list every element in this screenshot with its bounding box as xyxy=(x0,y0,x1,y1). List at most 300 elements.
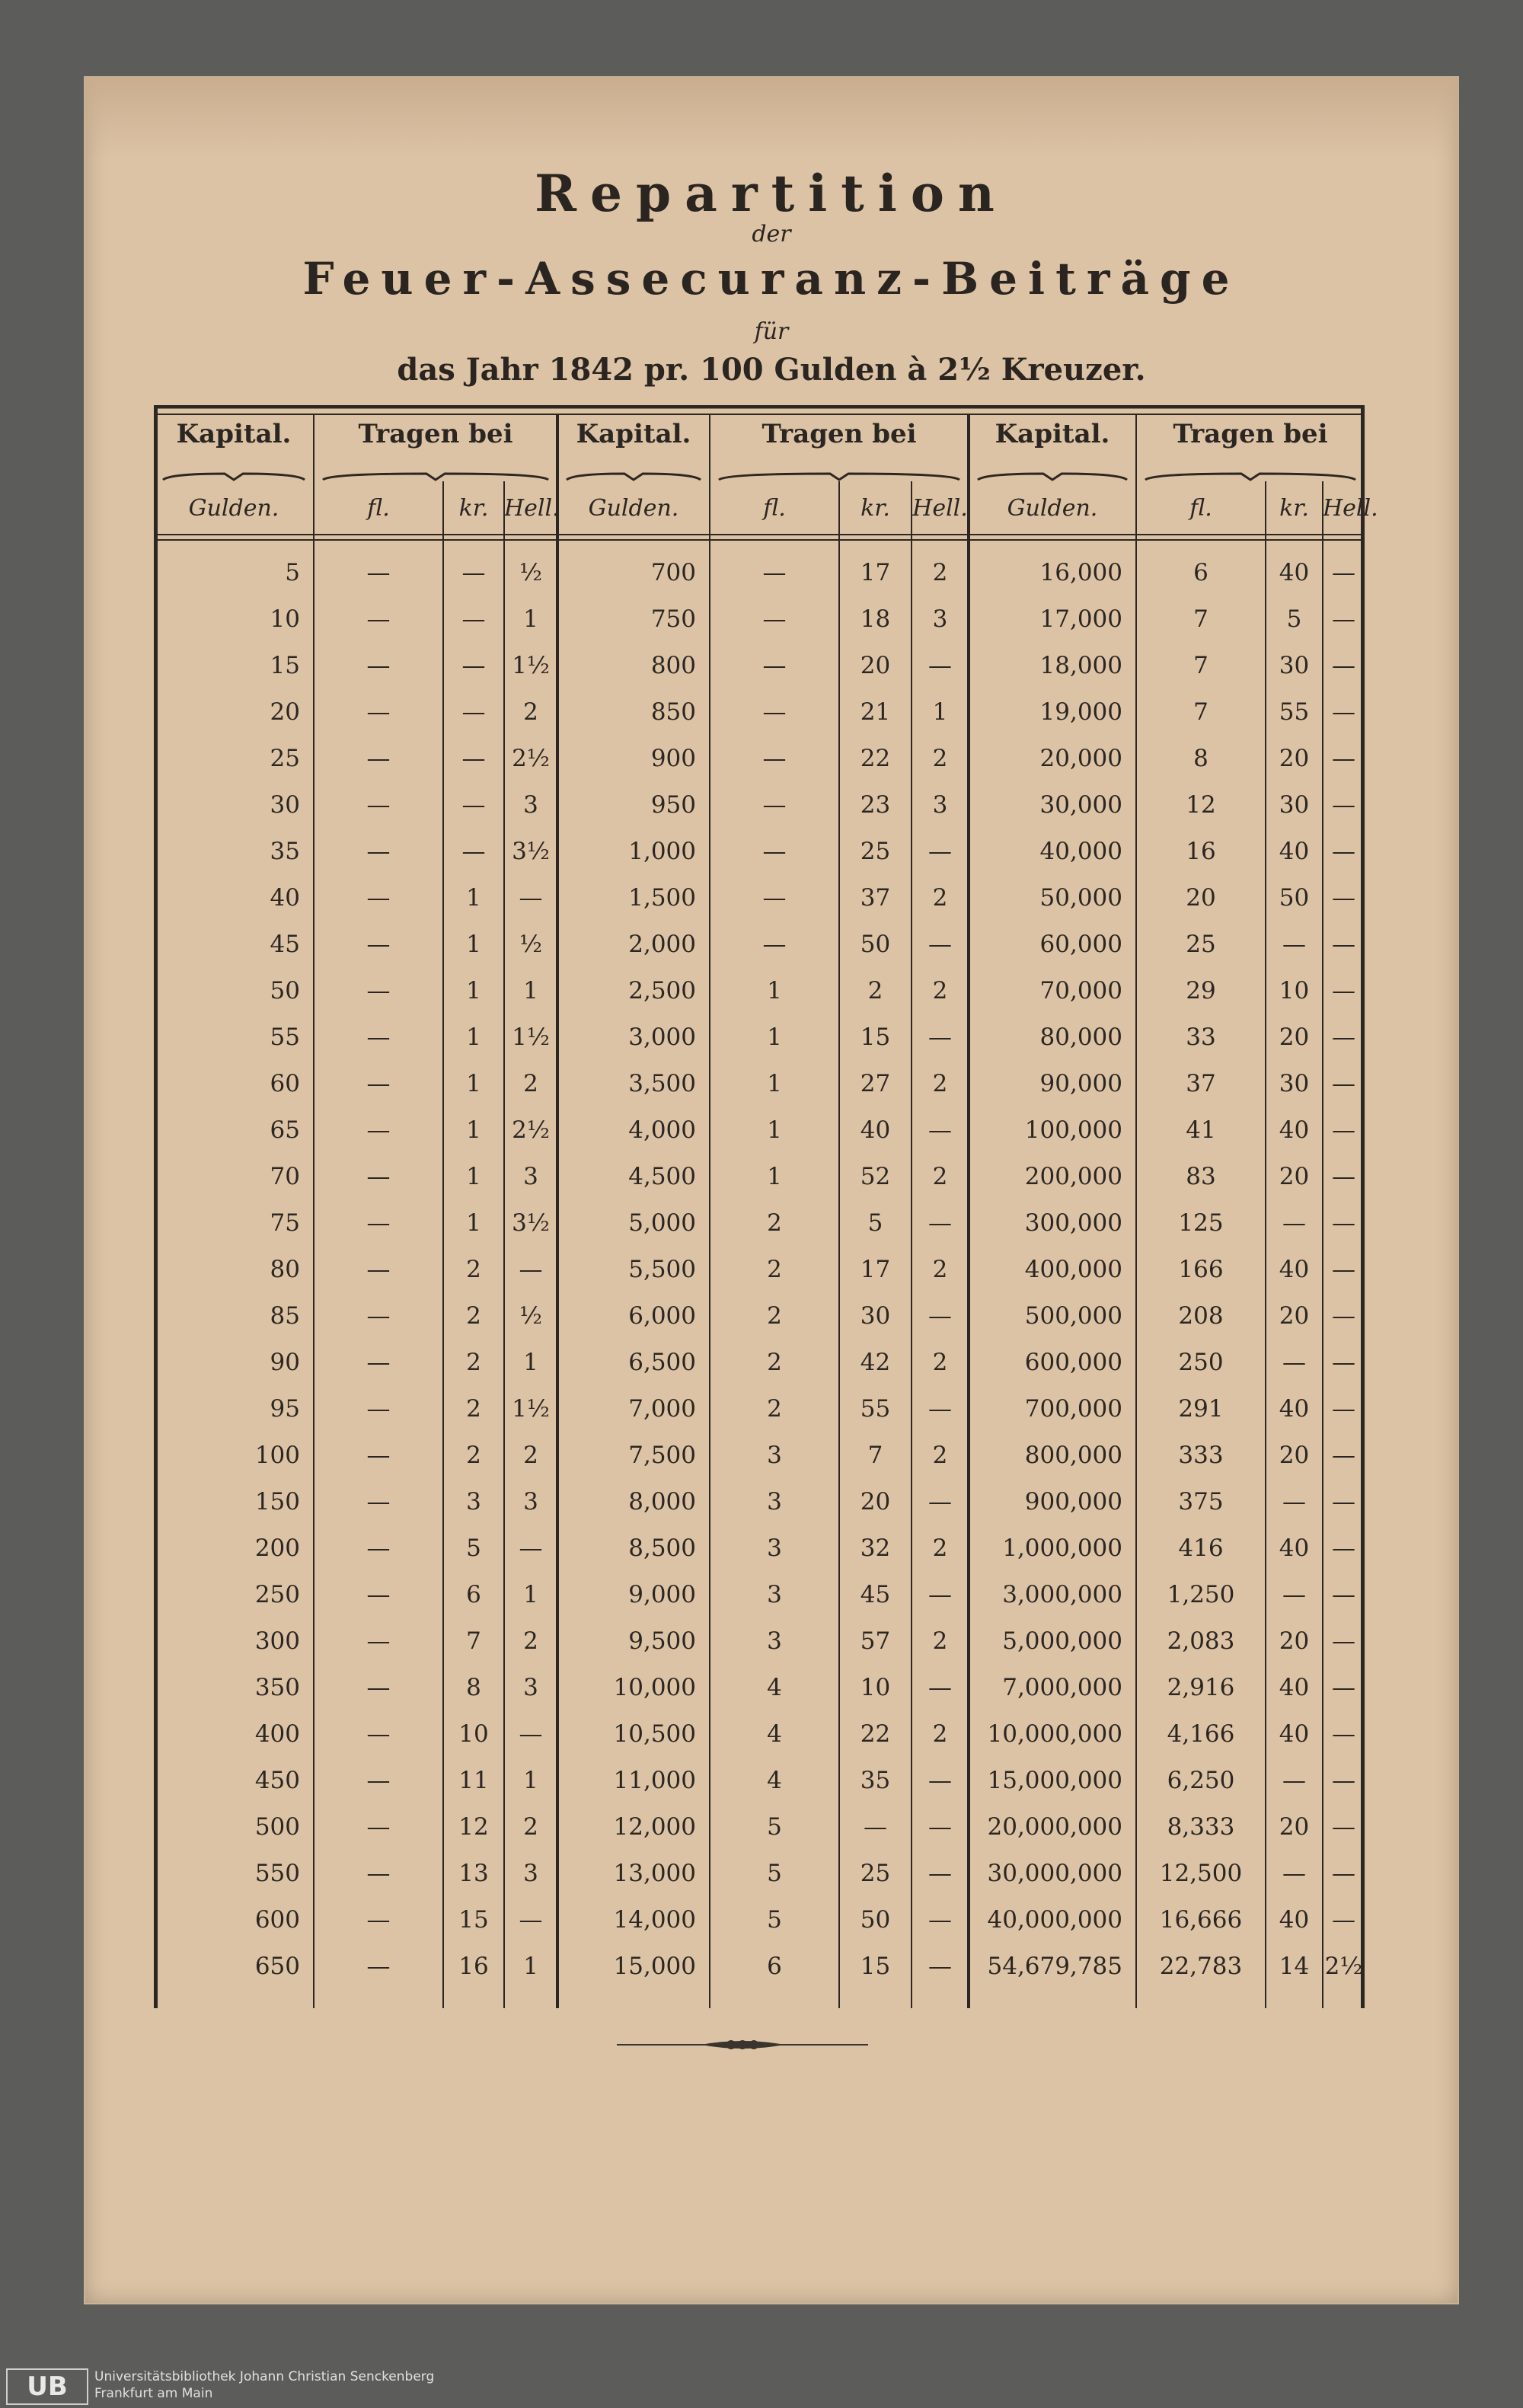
cell-fl: 1,250 xyxy=(1167,1581,1235,1608)
cell-fl: — xyxy=(762,931,787,958)
cell-hell: — xyxy=(1332,1720,1355,1748)
cell-hell: 2 xyxy=(932,1256,948,1283)
cell-fl: 2 xyxy=(767,1209,782,1237)
cell-kapital: 30,000,000 xyxy=(987,1860,1122,1887)
cell-kr: 8 xyxy=(466,1674,481,1701)
header-fl: fl. xyxy=(367,495,390,522)
cell-hell: — xyxy=(519,1535,543,1562)
cell-hell: ½ xyxy=(519,1302,543,1330)
cell-kr: — xyxy=(1282,1488,1306,1515)
cell-fl: 291 xyxy=(1178,1395,1224,1423)
cell-hell: — xyxy=(928,1209,952,1237)
cell-hell: — xyxy=(1332,1535,1355,1562)
header-brace xyxy=(978,474,1127,480)
cell-fl: 8 xyxy=(1193,745,1209,772)
cell-kapital: 60 xyxy=(270,1070,300,1097)
cell-fl: 1 xyxy=(767,1024,782,1051)
cell-kr: — xyxy=(1282,1581,1306,1608)
cell-fl: 16,666 xyxy=(1159,1906,1243,1934)
cell-hell: 2 xyxy=(932,1349,948,1376)
cell-hell: ½ xyxy=(519,931,543,958)
cell-kapital: 750 xyxy=(650,605,696,633)
cell-hell: 3 xyxy=(932,605,948,633)
cell-hell: 3 xyxy=(523,1488,538,1515)
cell-kr: 15 xyxy=(458,1906,489,1934)
cell-fl: — xyxy=(366,1906,391,1934)
cell-kapital: 10 xyxy=(270,605,300,633)
cell-kr: 55 xyxy=(1279,698,1310,726)
cell-hell: — xyxy=(519,1256,543,1283)
cell-hell: — xyxy=(1332,559,1355,586)
cell-kapital: 10,000,000 xyxy=(987,1720,1122,1748)
cell-kapital: 600,000 xyxy=(1024,1349,1122,1376)
cell-kr: 1 xyxy=(466,1070,481,1097)
cell-fl: 33 xyxy=(1186,1024,1216,1051)
cell-kapital: 900,000 xyxy=(1024,1488,1122,1515)
cell-kr: — xyxy=(1282,1349,1306,1376)
cell-kr: 1 xyxy=(466,977,481,1004)
cell-fl: 41 xyxy=(1186,1116,1216,1144)
cell-kr: 40 xyxy=(1279,559,1310,586)
cell-kapital: 550 xyxy=(254,1860,300,1887)
cell-kapital: 8,500 xyxy=(628,1535,696,1562)
cell-kr: 15 xyxy=(860,1024,891,1051)
cell-kr: 40 xyxy=(1279,1535,1310,1562)
cell-hell: — xyxy=(1332,931,1355,958)
cell-hell: — xyxy=(1332,1627,1355,1655)
cell-kr: — xyxy=(461,559,486,586)
cell-kapital: 950 xyxy=(650,791,696,819)
cell-kr: 21 xyxy=(860,698,891,726)
cell-hell: — xyxy=(1332,745,1355,772)
cell-kapital: 16,000 xyxy=(1039,559,1122,586)
cell-hell: 3 xyxy=(523,1163,538,1190)
cell-fl: — xyxy=(366,1302,391,1330)
cell-kr: 1 xyxy=(466,884,481,912)
header-tragen-bei: Tragen bei xyxy=(1173,419,1328,449)
cell-kr: 37 xyxy=(860,884,891,912)
cell-fl: 1 xyxy=(767,1163,782,1190)
cell-hell: 2 xyxy=(932,1070,948,1097)
cell-kapital: 4,000 xyxy=(628,1116,696,1144)
cell-kapital: 850 xyxy=(650,698,696,726)
cell-kr: 5 xyxy=(466,1535,481,1562)
cell-fl: 2 xyxy=(767,1302,782,1330)
cell-fl: — xyxy=(366,1070,391,1097)
cell-kapital: 40 xyxy=(270,884,300,912)
cell-kr: 10 xyxy=(458,1720,489,1748)
header-hell: Hell. xyxy=(504,495,560,522)
cell-kapital: 9,000 xyxy=(628,1581,696,1608)
cell-kapital: 200,000 xyxy=(1024,1163,1122,1190)
cell-kapital: 60,000 xyxy=(1039,931,1122,958)
cell-hell: — xyxy=(1332,1070,1355,1097)
cell-fl: 20 xyxy=(1186,884,1216,912)
cell-hell: 1 xyxy=(932,698,948,726)
cell-kapital: 1,000,000 xyxy=(1002,1535,1122,1562)
cell-hell: — xyxy=(928,1024,952,1051)
cell-kapital: 3,000,000 xyxy=(1002,1581,1122,1608)
cell-hell: — xyxy=(1332,1813,1355,1841)
cell-kr: 45 xyxy=(860,1581,891,1608)
cell-hell: — xyxy=(1332,1024,1355,1051)
cell-kr: 20 xyxy=(860,1488,891,1515)
cell-kr: 50 xyxy=(860,931,891,958)
cell-kr: — xyxy=(461,791,486,819)
cell-fl: 8,333 xyxy=(1167,1813,1235,1841)
cell-hell: 3½ xyxy=(512,1209,550,1237)
cell-hell: 2 xyxy=(523,1813,538,1841)
cell-kapital: 900 xyxy=(650,745,696,772)
cell-hell: — xyxy=(928,1302,952,1330)
cell-hell: — xyxy=(928,1813,952,1841)
cell-hell: 2 xyxy=(932,884,948,912)
cell-kr: 2 xyxy=(466,1302,481,1330)
cell-fl: 83 xyxy=(1186,1163,1216,1190)
cell-hell: 1 xyxy=(523,1953,538,1980)
cell-fl: 22,783 xyxy=(1159,1953,1243,1980)
cell-kapital: 350 xyxy=(254,1674,300,1701)
cell-hell: 2 xyxy=(932,1720,948,1748)
cell-hell: — xyxy=(1332,1488,1355,1515)
cell-kapital: 10,000 xyxy=(613,1674,696,1701)
header-brace xyxy=(719,474,959,480)
cell-kr: 20 xyxy=(1279,1442,1310,1469)
cell-fl: — xyxy=(762,605,787,633)
cell-fl: — xyxy=(762,791,787,819)
cell-kr: 20 xyxy=(1279,1163,1310,1190)
cell-kr: 55 xyxy=(860,1395,891,1423)
cell-fl: 3 xyxy=(767,1442,782,1469)
header-fl: fl. xyxy=(1189,495,1212,522)
cell-kapital: 8,000 xyxy=(628,1488,696,1515)
cell-kapital: 150 xyxy=(254,1488,300,1515)
cell-fl: — xyxy=(366,1116,391,1144)
cell-fl: 1 xyxy=(767,1070,782,1097)
cell-kr: 27 xyxy=(860,1070,891,1097)
cell-fl: — xyxy=(366,745,391,772)
cell-kr: 2 xyxy=(466,1395,481,1423)
header-brace xyxy=(567,474,701,480)
cell-fl: — xyxy=(366,838,391,865)
cell-kr: 23 xyxy=(860,791,891,819)
cell-kr: 40 xyxy=(1279,1116,1310,1144)
cell-fl: 12,500 xyxy=(1159,1860,1243,1887)
cell-hell: — xyxy=(1332,838,1355,865)
cell-kapital: 450 xyxy=(254,1767,300,1794)
cell-fl: 7 xyxy=(1193,652,1209,679)
cell-kr: 25 xyxy=(860,838,891,865)
cell-kapital: 800,000 xyxy=(1024,1442,1122,1469)
cell-fl: — xyxy=(366,1256,391,1283)
cell-fl: — xyxy=(366,1953,391,1980)
cell-fl: — xyxy=(366,1674,391,1701)
cell-kapital: 45 xyxy=(270,931,300,958)
header-kapital: Kapital. xyxy=(176,419,292,449)
cell-kapital: 400 xyxy=(254,1720,300,1748)
cell-fl: 6 xyxy=(767,1953,782,1980)
cell-kapital: 600 xyxy=(254,1906,300,1934)
cell-fl: 2 xyxy=(767,1256,782,1283)
cell-fl: — xyxy=(366,1024,391,1051)
cell-fl: — xyxy=(366,1442,391,1469)
cell-kr: 17 xyxy=(860,1256,891,1283)
cell-kapital: 54,679,785 xyxy=(987,1953,1122,1980)
cell-kapital: 75 xyxy=(270,1209,300,1237)
cell-fl: — xyxy=(366,1488,391,1515)
cell-hell: 2 xyxy=(932,1163,948,1190)
cell-hell: 1 xyxy=(523,1581,538,1608)
cell-hell: — xyxy=(1332,791,1355,819)
cell-kr: 22 xyxy=(860,1720,891,1748)
cell-fl: 29 xyxy=(1186,977,1216,1004)
cell-hell: 3½ xyxy=(512,838,550,865)
cell-hell: 3 xyxy=(523,791,538,819)
cell-fl: 25 xyxy=(1186,931,1216,958)
cell-kr: 7 xyxy=(867,1442,883,1469)
cell-hell: — xyxy=(928,1116,952,1144)
cell-fl: — xyxy=(366,977,391,1004)
cell-kapital: 90,000 xyxy=(1039,1070,1122,1097)
cell-hell: — xyxy=(1332,1302,1355,1330)
header-hell: Hell. xyxy=(912,495,968,522)
cell-kr: — xyxy=(1282,1860,1306,1887)
cell-hell: 3 xyxy=(523,1674,538,1701)
cell-kr: 22 xyxy=(860,745,891,772)
cell-kr: 18 xyxy=(860,605,891,633)
header-kr: kr. xyxy=(458,495,489,522)
cell-fl: — xyxy=(366,652,391,679)
cell-fl: 5 xyxy=(767,1906,782,1934)
header-brace xyxy=(1145,474,1355,480)
cell-kapital: 65 xyxy=(270,1116,300,1144)
cell-fl: 333 xyxy=(1178,1442,1224,1469)
cell-kapital: 80,000 xyxy=(1039,1024,1122,1051)
cell-kapital: 50,000 xyxy=(1039,884,1122,912)
cell-fl: 3 xyxy=(767,1581,782,1608)
cell-hell: — xyxy=(928,1953,952,1980)
library-name-line1: Universitätsbibliothek Johann Christian Senckenberg xyxy=(94,2369,435,2384)
cell-hell: 1 xyxy=(523,1349,538,1376)
cell-kr: — xyxy=(461,838,486,865)
cell-fl: 5 xyxy=(767,1813,782,1841)
cell-hell: 1½ xyxy=(512,1395,550,1423)
cell-kr: 32 xyxy=(860,1535,891,1562)
cell-fl: 2 xyxy=(767,1395,782,1423)
cell-kapital: 15,000 xyxy=(613,1953,696,1980)
cell-kapital: 19,000 xyxy=(1039,698,1122,726)
cell-kr: 40 xyxy=(860,1116,891,1144)
cell-kapital: 6,500 xyxy=(628,1349,696,1376)
cell-fl: 2 xyxy=(767,1349,782,1376)
cell-kapital: 100 xyxy=(254,1442,300,1469)
cell-fl: — xyxy=(366,1813,391,1841)
cell-kapital: 40,000 xyxy=(1039,838,1122,865)
cell-kapital: 20,000 xyxy=(1039,745,1122,772)
cell-kr: 40 xyxy=(1279,838,1310,865)
cell-kapital: 17,000 xyxy=(1039,605,1122,633)
cell-kr: 2 xyxy=(466,1349,481,1376)
cell-fl: 12 xyxy=(1186,791,1216,819)
cell-fl: — xyxy=(366,1767,391,1794)
cell-kr: 30 xyxy=(1279,1070,1310,1097)
cell-fl: — xyxy=(762,652,787,679)
cell-hell: 2 xyxy=(932,559,948,586)
cell-kr: 20 xyxy=(1279,1813,1310,1841)
cell-kr: 1 xyxy=(466,1163,481,1190)
contribution-table xyxy=(154,405,1378,2008)
document-sheet xyxy=(84,76,1459,2304)
header-tragen-bei: Tragen bei xyxy=(358,419,513,449)
cell-kr: — xyxy=(1282,931,1306,958)
cell-fl: — xyxy=(366,1395,391,1423)
cell-kr: 14 xyxy=(1279,1953,1310,1980)
cell-kr: 52 xyxy=(860,1163,891,1190)
cell-fl: — xyxy=(366,698,391,726)
library-logo: UB xyxy=(6,2368,88,2405)
cell-kapital: 7,500 xyxy=(628,1442,696,1469)
cell-kr: 20 xyxy=(1279,745,1310,772)
cell-kapital: 650 xyxy=(254,1953,300,1980)
cell-kapital: 30 xyxy=(270,791,300,819)
cell-kr: 16 xyxy=(458,1953,489,1980)
cell-fl: 250 xyxy=(1178,1349,1224,1376)
header-kr: kr. xyxy=(1279,495,1309,522)
cell-hell: — xyxy=(519,884,543,912)
cell-fl: 7 xyxy=(1193,605,1209,633)
cell-fl: — xyxy=(366,1860,391,1887)
cell-hell: — xyxy=(928,931,952,958)
cell-hell: 3 xyxy=(523,1860,538,1887)
cell-fl: 37 xyxy=(1186,1070,1216,1097)
cell-fl: 125 xyxy=(1178,1209,1224,1237)
cell-kapital: 95 xyxy=(270,1395,300,1423)
cell-kapital: 500 xyxy=(254,1813,300,1841)
cell-fl: 208 xyxy=(1178,1302,1224,1330)
cell-hell: — xyxy=(1332,1395,1355,1423)
cell-kapital: 50 xyxy=(270,977,300,1004)
cell-kapital: 700 xyxy=(650,559,696,586)
cell-kapital: 70,000 xyxy=(1039,977,1122,1004)
cell-kapital: 1,000 xyxy=(628,838,696,865)
cell-hell: 3 xyxy=(932,791,948,819)
cell-hell: — xyxy=(928,1860,952,1887)
cell-kr: 2 xyxy=(466,1442,481,1469)
cell-fl: 4 xyxy=(767,1767,782,1794)
cell-kr: 25 xyxy=(860,1860,891,1887)
cell-kr: — xyxy=(461,698,486,726)
cell-hell: 2 xyxy=(932,1442,948,1469)
cell-kr: 40 xyxy=(1279,1906,1310,1934)
cell-hell: — xyxy=(1332,1209,1355,1237)
cell-fl: — xyxy=(366,1163,391,1190)
cell-hell: — xyxy=(1332,884,1355,912)
cell-hell: — xyxy=(1332,605,1355,633)
cell-fl: 166 xyxy=(1178,1256,1224,1283)
cell-fl: 6 xyxy=(1193,559,1209,586)
header-kapital: Kapital. xyxy=(995,419,1110,449)
cell-kr: 5 xyxy=(1286,605,1302,633)
cell-hell: — xyxy=(1332,1116,1355,1144)
cell-kr: 11 xyxy=(458,1767,489,1794)
cell-kapital: 20 xyxy=(270,698,300,726)
cell-kr: 3 xyxy=(466,1488,481,1515)
cell-hell: — xyxy=(1332,977,1355,1004)
cell-hell: — xyxy=(519,1720,543,1748)
cell-hell: — xyxy=(928,652,952,679)
cell-kapital: 3,000 xyxy=(628,1024,696,1051)
cell-kr: 7 xyxy=(466,1627,481,1655)
cell-kapital: 20,000,000 xyxy=(987,1813,1122,1841)
cell-fl: — xyxy=(366,559,391,586)
cell-hell: 2 xyxy=(523,1442,538,1469)
cell-fl: 7 xyxy=(1193,698,1209,726)
cell-kr: 40 xyxy=(1279,1256,1310,1283)
cell-hell: 1½ xyxy=(512,1024,550,1051)
cell-kapital: 30,000 xyxy=(1039,791,1122,819)
cell-kapital: 2,500 xyxy=(628,977,696,1004)
cell-kr: — xyxy=(864,1813,887,1841)
cell-kapital: 40,000,000 xyxy=(987,1906,1122,1934)
cell-kapital: 7,000,000 xyxy=(1002,1674,1122,1701)
cell-fl: 4 xyxy=(767,1720,782,1748)
cell-kapital: 5,000,000 xyxy=(1002,1627,1122,1655)
cell-kr: 40 xyxy=(1279,1674,1310,1701)
cell-hell: — xyxy=(928,1767,952,1794)
cell-hell: — xyxy=(928,1395,952,1423)
cell-kapital: 10,500 xyxy=(613,1720,696,1748)
cell-kapital: 13,000 xyxy=(613,1860,696,1887)
cell-fl: — xyxy=(366,931,391,958)
cell-fl: — xyxy=(366,1535,391,1562)
cell-hell: 1½ xyxy=(512,652,550,679)
cell-kapital: 15 xyxy=(270,652,300,679)
cell-hell: 2 xyxy=(932,1535,948,1562)
cell-kapital: 9,500 xyxy=(628,1627,696,1655)
cell-fl: 16 xyxy=(1186,838,1216,865)
cell-hell: — xyxy=(1332,1163,1355,1190)
cell-kr: — xyxy=(461,605,486,633)
document-title: Repartition xyxy=(535,164,1008,223)
cell-hell: 2 xyxy=(523,1070,538,1097)
cell-kr: — xyxy=(461,745,486,772)
header-hell: Hell. xyxy=(1323,495,1378,522)
cell-kr: 17 xyxy=(860,559,891,586)
cell-kr: 1 xyxy=(466,1209,481,1237)
cell-kapital: 300,000 xyxy=(1024,1209,1122,1237)
cell-fl: — xyxy=(366,605,391,633)
cell-kr: 12 xyxy=(458,1813,489,1841)
cell-hell: — xyxy=(928,838,952,865)
cell-kapital: 300 xyxy=(254,1627,300,1655)
cell-fl: — xyxy=(366,884,391,912)
cell-kapital: 500,000 xyxy=(1024,1302,1122,1330)
cell-kapital: 5,500 xyxy=(628,1256,696,1283)
cell-kapital: 6,000 xyxy=(628,1302,696,1330)
cell-fl: — xyxy=(366,1349,391,1376)
cell-kr: 30 xyxy=(1279,652,1310,679)
header-gulden: Gulden. xyxy=(588,495,679,522)
cell-kapital: 15,000,000 xyxy=(987,1767,1122,1794)
cell-kapital: 400,000 xyxy=(1024,1256,1122,1283)
year-line: das Jahr 1842 pr. 100 Gulden à 2½ Kreuzer. xyxy=(397,352,1146,388)
cell-hell: — xyxy=(1332,1860,1355,1887)
cell-kr: 5 xyxy=(867,1209,883,1237)
cell-hell: 1 xyxy=(523,605,538,633)
cell-hell: — xyxy=(1332,1906,1355,1934)
cell-kr: — xyxy=(1282,1767,1306,1794)
header-fl: fl. xyxy=(763,495,786,522)
